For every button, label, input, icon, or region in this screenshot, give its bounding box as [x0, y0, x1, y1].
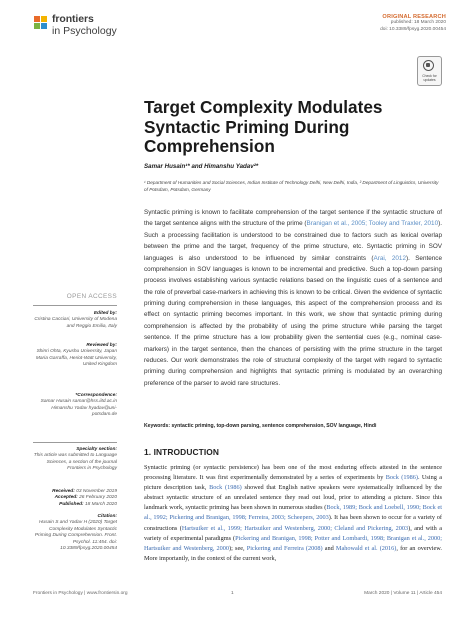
body-text: ); see, [229, 544, 247, 552]
abstract-text: Syntactic priming is known to facilitate comprehension of the target sentence if the syntactic structure of the target sentence aligns with the structure of the prime ( [144, 209, 442, 228]
body-text: , for an overview. More importantly, in the context of the current work, [144, 544, 442, 562]
authors: Samar Husain¹* and Himanshu Yadav²* [144, 163, 259, 170]
citation-link[interactable]: Branigan et al., 2005; Tooley and Traxler, 2010 [306, 220, 439, 228]
body-text: and [322, 544, 336, 552]
keywords-label: Keywords: [144, 423, 171, 429]
dates [33, 489, 117, 508]
footer-journal-link[interactable]: Frontiers in Psychology | www.frontiersin.org [33, 591, 128, 596]
abstract-text: ). Such a processing facilitation is understood to be constrained due to factors such as lexical overlap between the prime and the target, frequency of the prime structure, etc. Syntactic priming in SOV languages is also understood to be influenced by similar constraints ( [144, 220, 442, 262]
edited-by [33, 311, 117, 330]
citation [33, 514, 117, 552]
introduction-text [144, 463, 442, 564]
editor: Cristina Cacciari, University of Modena and Reggio Emilia, Italy [34, 317, 117, 329]
frontiers-logo-icon [33, 15, 49, 31]
received-date: 03 November 2019 [76, 489, 117, 494]
citation-link[interactable]: Bock (1986) [209, 484, 242, 492]
citation-link[interactable]: Bock (1986) [385, 474, 418, 482]
abstract [144, 207, 442, 389]
published-date-side: 18 March 2020 [85, 501, 117, 507]
footer-volume: March 2020 | Volume 11 | Article 454 [364, 591, 442, 596]
logo-text-frontiers: frontiers [52, 13, 94, 25]
body-text: showed that English native speakers were systematically influenced by the abstract syntactic structure of an unrelated sentence they read out loud, prior to attending a picture. Since this landmark work, syntactic priming has been shown in numerous studies ( [144, 484, 443, 512]
correspondence-details[interactable]: Samar Husain samar@hss.iitd.ac.in Himanshu Yadav hyadav@uni-potsdam.de [40, 399, 117, 418]
doi-link[interactable]: doi: 10.3389/fpsyg.2020.00454 [380, 26, 446, 32]
citation-text: Husain S and Yadav H (2020) Target Complexity Modulates Syntactic Priming During Comprehension. Front. Psychol. 11:454. doi: 10.3389/fpsyg.2020.00454 [34, 520, 117, 552]
keywords [144, 423, 442, 429]
citation-link[interactable]: Pickering and Ferreira (2008) [246, 544, 323, 552]
article-meta [380, 14, 446, 33]
body-text: Syntactic priming (or syntactic persistence) has been one of the most enduring effects attested in the sentence processing literature. It was first experimentally demonstrated by a series of experiments by [144, 464, 442, 482]
published-date: published: 18 March 2020 [390, 20, 446, 26]
affiliations: ¹ Department of Humanities and Social Sciences, Indian Institute of Technology Delhi, New Delhi, India, ² Department of Linguistics, University of Potsdam, Potsdam, Germany [144, 180, 439, 192]
citation-link[interactable]: Mahowald et al. (2016) [335, 544, 397, 552]
check-updates-label: Check for updates [422, 74, 437, 82]
keywords-list: syntactic priming, top-down parsing, sentence comprehension, SOV language, Hindi [171, 423, 377, 429]
reviewers: Shinri Ohta, Kyushu University, Japan Maria Garraffa, Heriot-Watt University, United Kingdom [35, 349, 117, 368]
accepted-date: 26 February 2020 [79, 495, 117, 501]
sidebar-divider [33, 305, 117, 306]
sidebar-divider [33, 442, 117, 443]
body-text: ), and with a variety of experimental paradigms ( [144, 524, 442, 542]
open-access-label: OPEN ACCESS [66, 293, 117, 300]
accepted-label: Accepted: [54, 495, 78, 501]
correspondence [33, 393, 117, 419]
citation-link[interactable]: Bock, 1989; Bock and Loebell, 1990; Bock et al., 1992; Pickering and Branigan, 1998; Ferreira, 2003; Scheepers, 2003 [144, 504, 442, 522]
body-text: ). It has been shown to occur for a variety of constructions ( [144, 514, 442, 532]
page-number: 1 [231, 591, 234, 596]
section-heading-introduction: 1. INTRODUCTION [144, 447, 220, 457]
check-updates-icon [423, 60, 434, 71]
abstract-text: ). Sentence comprehension in SOV languages is known to be incremental and predictive. Such a top-down parsing process involves establishing various syntactic relations based on the linguistic cues of a sentence and the role of preverbal case-markers in achieving this is known to be critical. Given the evidence of syntactic priming during comprehension in these languages, this aspect of the comprehension process and its effect on syntactic priming becomes important. In this work, we show that syntactic priming during comprehension is affected by the probability of using the prime structure while parsing the target sentence. If the prime structure has a low probability given the sentential cues (e.g., nominal case-markers) in the target sentence, then the chances of persisting with the prime structure in the target reduces. Our work demonstrates the role of structural complexity of the target with regard to syntactic priming during comprehension and highlights that syntactic priming is modulated by an overarching preference of the parser to avoid rare structures. [144, 254, 442, 387]
edited-by-label: Edited by: [93, 311, 117, 316]
frontiers-logo[interactable] [33, 13, 128, 49]
logo-text-journal: in Psychology [52, 25, 117, 37]
reviewed-by-label: Reviewed by: [86, 343, 117, 348]
specialty-text: This article was submitted to Language Sciences, a section of the journal Frontiers in Psychology [33, 453, 117, 472]
citation-label: Citation: [97, 514, 117, 519]
citation-link[interactable]: Arai, 2012 [373, 254, 406, 262]
body-text: . Using a picture description task, [144, 474, 442, 492]
correspondence-label: *Correspondence: [75, 393, 117, 398]
citation-link[interactable]: Hartsuiker et al., 1999; Hartsuiker and Westenberg, 2000; Cleland and Pickering, 2003 [181, 524, 409, 532]
received-label: Received: [52, 489, 75, 494]
specialty-label: Specialty section: [76, 447, 117, 452]
article-type: ORIGINAL RESEARCH [382, 14, 446, 20]
published-label: Published: [59, 501, 84, 507]
specialty-section [33, 447, 117, 473]
article-title: Target Complexity Modulates Syntactic Priming During Comprehension [144, 97, 383, 156]
check-for-updates-button[interactable] [417, 56, 442, 86]
reviewed-by [33, 343, 117, 369]
citation-link[interactable]: Pickering and Branigan, 1998; Potter and Lombardi, 1998; Branigan et al., 2000; Hartsuiker and Westenberg, 2000 [144, 534, 442, 552]
